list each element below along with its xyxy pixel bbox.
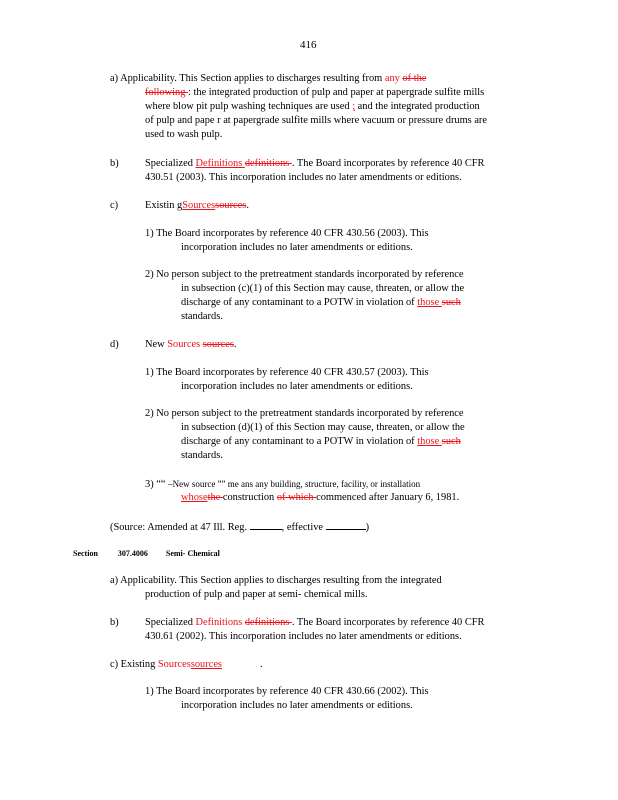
d-label: d) [110, 339, 119, 350]
c2-line-1: 2) No person subject to the pretreatment standards incorporated by reference [145, 269, 464, 280]
section-heading: Section 307.4006 Semi- Chemical [73, 549, 220, 558]
c2-1-line-1: 1) The Board incorporates by reference 40 CFR 430.66 (2002). This [145, 686, 429, 697]
d1-line-1: 1) The Board incorporates by reference 40 CFR 430.57 (2003). This [145, 367, 429, 378]
c2-line-2: in subsection (c)(1) of this Section may cause, threaten, or allow the [181, 283, 465, 294]
a-line-1: a) Applicability. This Section applies to discharges resulting from any of the [110, 73, 427, 84]
d2-line-2: in subsection (d)(1) of this Section may cause, threaten, or allow the [181, 422, 465, 433]
c1-line-1: 1) The Board incorporates by reference 40 CFR 430.56 (2003). This [145, 228, 429, 239]
a2-line-2: production of pulp and paper at semi- chemical mills. [145, 589, 368, 600]
b-label: b) [110, 158, 119, 169]
d2-line-3: discharge of any contaminant to a POTW in violation of those such [181, 436, 461, 447]
c2-1-line-2: incorporation includes no later amendments or editions. [181, 700, 413, 711]
a-line-3: where blow pit pulp washing techniques are used ; and the integrated production [145, 101, 480, 112]
a-line-4: of pulp and pape r at papergrade sulfite mills where vacuum or pressure drums are [145, 115, 488, 126]
b-line-1: Specialized Definitions definitions . The Board incorporates by reference 40 CFR [145, 158, 485, 169]
d-heading: New Sources sources. [145, 339, 237, 350]
b2-label: b) [110, 617, 119, 628]
c2-heading: c) Existing Sourcessources . [110, 659, 263, 670]
b-line-2: 430.51 (2003). This incorporation includes no later amendments or editions. [145, 172, 462, 183]
c1-line-2: incorporation includes no later amendments or editions. [181, 242, 413, 253]
d2-line-1: 2) No person subject to the pretreatment standards incorporated by reference [145, 408, 464, 419]
c-label: c) [110, 200, 119, 211]
c-heading: Existin gSourcessources. [145, 200, 249, 211]
a-line-5: used to wash pulp. [145, 129, 223, 140]
a2-line-1: a) Applicability. This Section applies to discharges resulting from the integrated [110, 575, 442, 586]
page-number: 416 [300, 39, 317, 51]
b2-line-1: Specialized Definitions definitions . The Board incorporates by reference 40 CFR [145, 617, 485, 628]
c2-line-4: standards. [181, 311, 223, 322]
b2-line-2: 430.61 (2002). This incorporation includes no later amendments or editions. [145, 631, 462, 642]
source-note: (Source: Amended at 47 Ill. Reg. , effective ) [110, 519, 369, 535]
a-line-2: following : the integrated production of pulp and paper at papergrade sulfite mills [145, 87, 485, 98]
d1-line-2: incorporation includes no later amendments or editions. [181, 381, 413, 392]
d3-line-1: 3) ““ –New source ”” me ans any building, structure, facility, or installation [145, 479, 421, 490]
d3-line-2: whosethe construction of which commenced after January 6, 1981. [181, 492, 460, 503]
d2-line-4: standards. [181, 450, 223, 461]
c2-line-3: discharge of any contaminant to a POTW in violation of those such [181, 297, 461, 308]
